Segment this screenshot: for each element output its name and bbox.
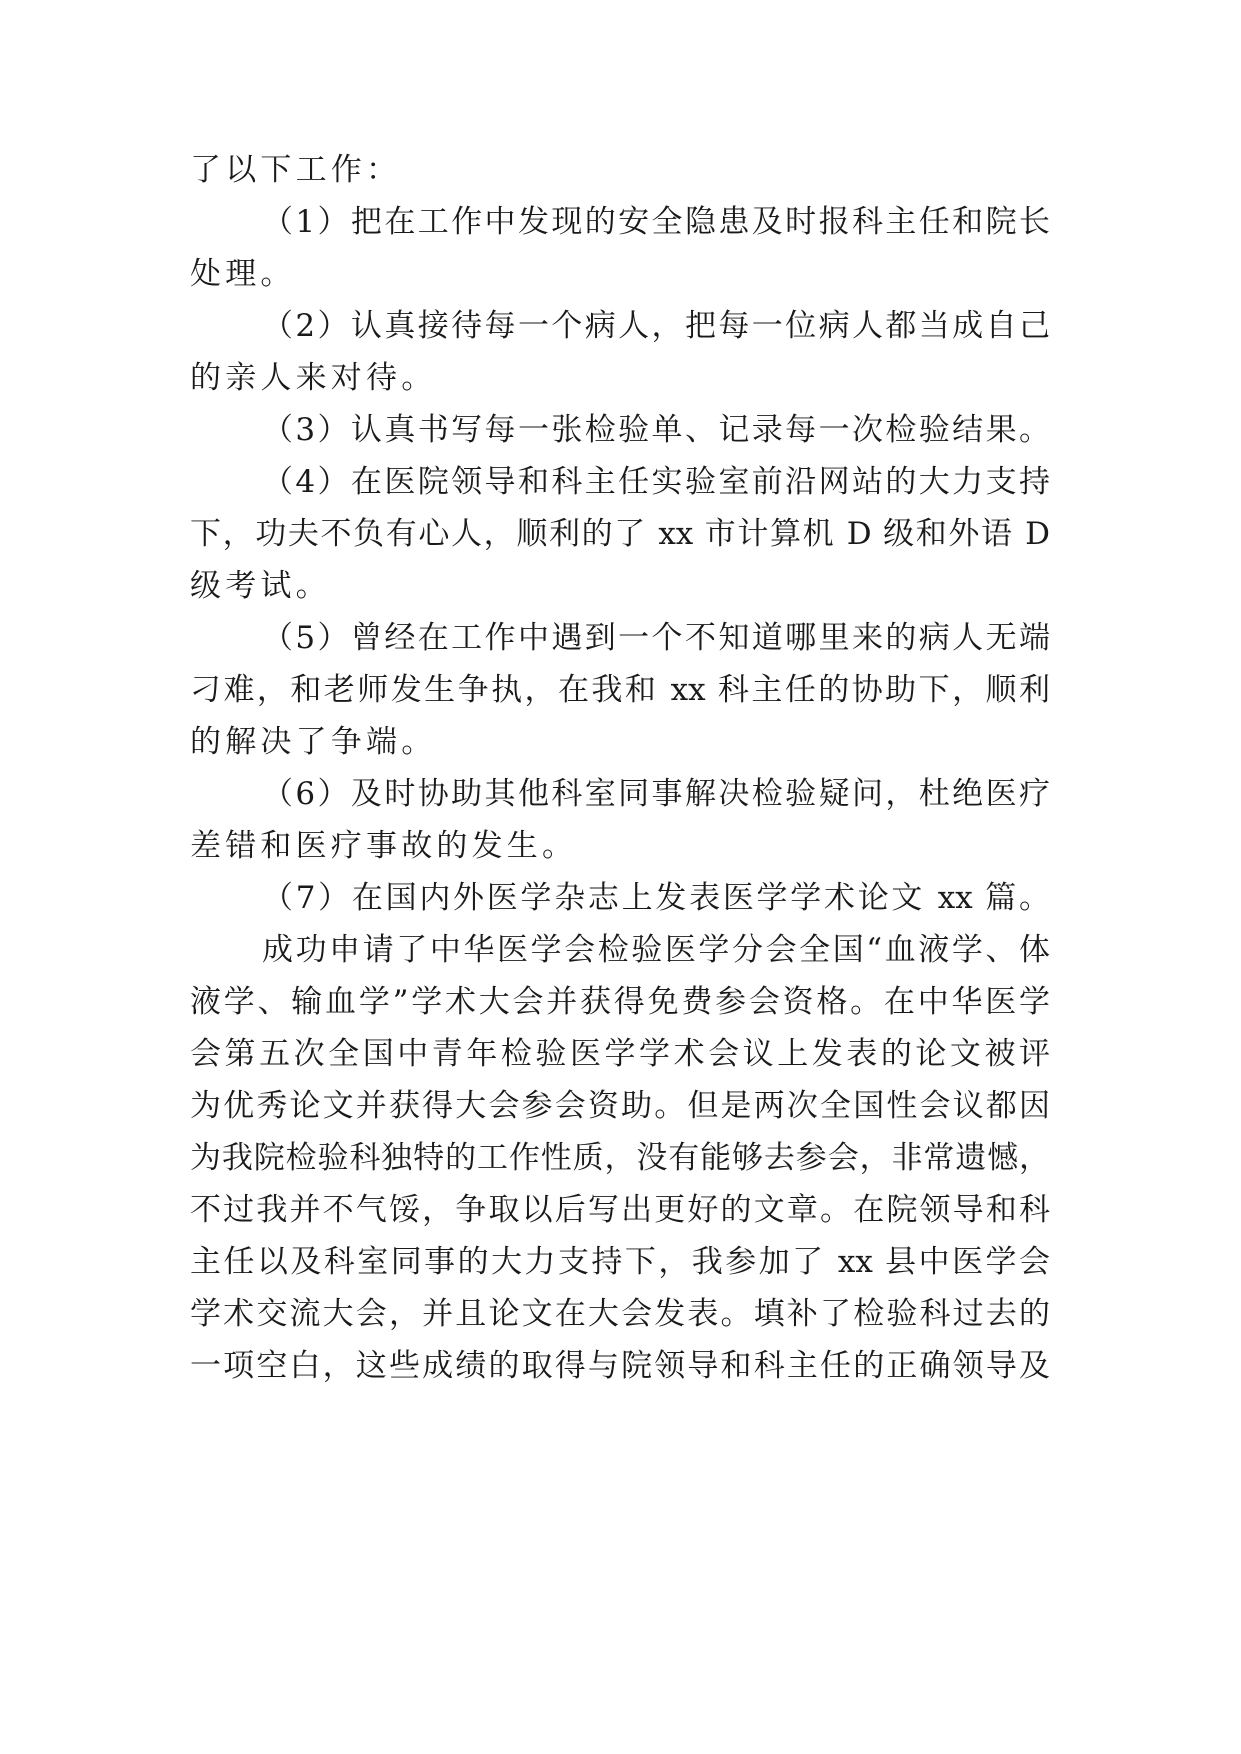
paragraph-line: 会第五次全国中青年检验医学学术会议上发表的论文被评 <box>190 1036 1050 1072</box>
list-item-1-line-1: （1）把在工作中发现的安全隐患及时报科主任和院长 <box>262 204 1050 240</box>
paragraph-line: 了以下工作： <box>190 152 402 188</box>
list-item-4-line-1: （4）在医院领导和科主任实验室前沿网站的大力支持 <box>262 464 1050 500</box>
list-item-4-line-3: 级考试。 <box>190 568 331 604</box>
paragraph-line: 成功申请了中华医学会检验医学分会全国“血液学、体 <box>262 932 1050 968</box>
paragraph-line: 为优秀论文并获得大会参会资助。但是两次全国性会议都因 <box>190 1088 1050 1124</box>
paragraph-line: 为我院检验科独特的工作性质，没有能够去参会，非常遗憾， <box>190 1140 1050 1176</box>
list-item-4-line-2: 下，功夫不负有心人，顺利的了 xx 市计算机 D 级和外语 D <box>190 516 1050 552</box>
list-item-5-line-2: 刁难，和老师发生争执，在我和 xx 科主任的协助下，顺利 <box>190 672 1050 708</box>
list-item-2-line-2: 的亲人来对待。 <box>190 360 437 396</box>
paragraph-line: 学术交流大会，并且论文在大会发表。填补了检验科过去的 <box>190 1296 1050 1332</box>
list-item-5-line-1: （5）曾经在工作中遇到一个不知道哪里来的病人无端 <box>262 620 1050 656</box>
paragraph-line: 液学、输血学”学术大会并获得免费参会资格。在中华医学 <box>190 984 1050 1020</box>
paragraph-line: 主任以及科室同事的大力支持下，我参加了 xx 县中医学会 <box>190 1244 1050 1280</box>
list-item-6-line-2: 差错和医疗事故的发生。 <box>190 828 578 864</box>
list-item-7-line-1: （7）在国内外医学杂志上发表医学学术论文 xx 篇。 <box>262 880 1050 916</box>
list-item-5-line-3: 的解决了争端。 <box>190 724 437 760</box>
list-item-2-line-1: （2）认真接待每一个病人，把每一位病人都当成自己 <box>262 308 1050 344</box>
paragraph-line: 不过我并不气馁，争取以后写出更好的文章。在院领导和科 <box>190 1192 1050 1228</box>
list-item-1-line-2: 处理。 <box>190 256 296 292</box>
list-item-3-line-1: （3）认真书写每一张检验单、记录每一次检验结果。 <box>262 412 1050 448</box>
paragraph-line: 一项空白，这些成绩的取得与院领导和科主任的正确领导及 <box>190 1348 1050 1384</box>
list-item-6-line-1: （6）及时协助其他科室同事解决检验疑问，杜绝医疗 <box>262 776 1050 812</box>
